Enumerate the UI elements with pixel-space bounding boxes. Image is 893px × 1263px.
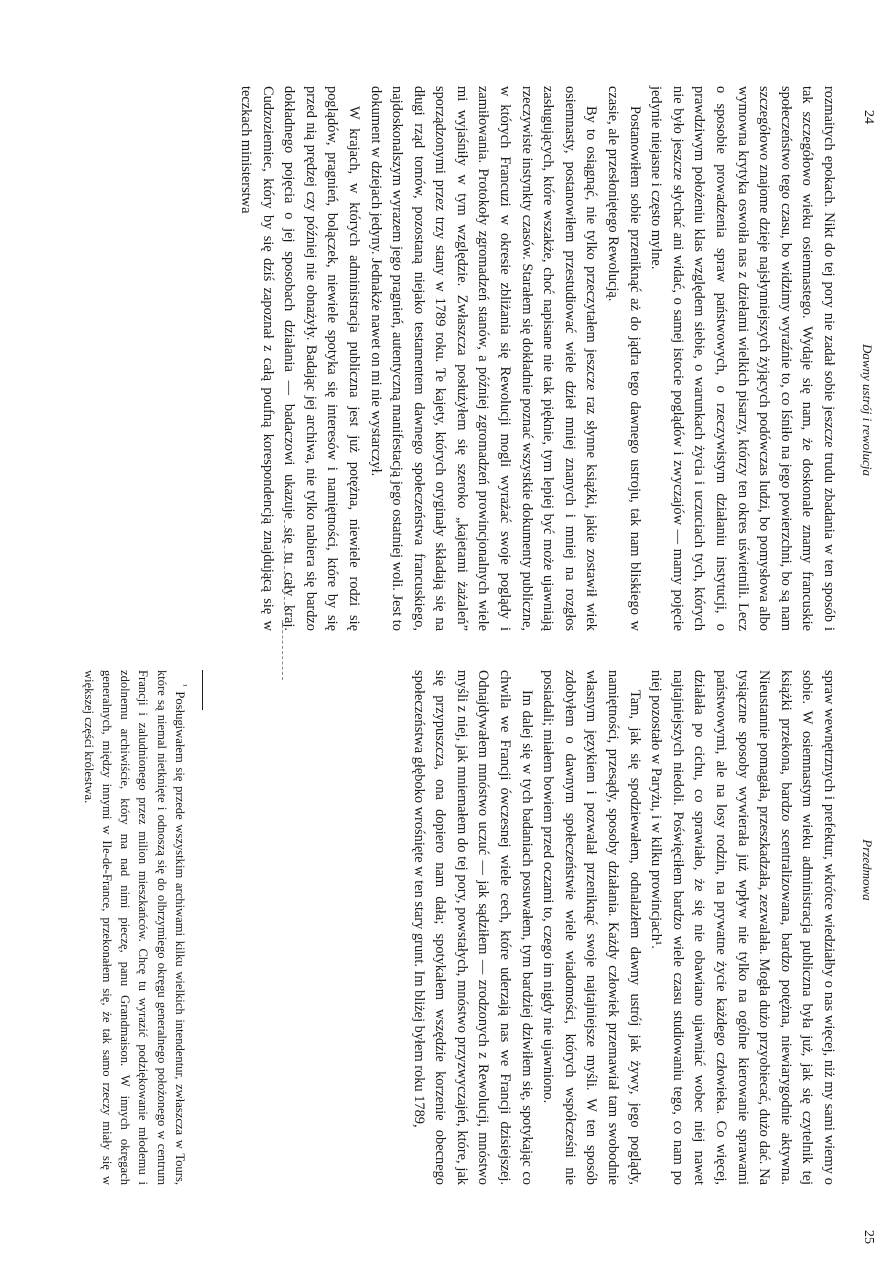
paragraph: spraw wewnętrznych i prefektur, wkrótce wiedziałby o nas więcej, niż my sami wiemy o sobie. W osiemnastym wieku administracja publiczna była już, jak się czytelnik tej książki przekona, bardzo scentralizowana, bardzo potężna, niewiarygodnie aktywna. Nieustannie pomagała, przeszkadzała, zezwalała. Mogła dużo przyobiecać, dużo dać. Na tysiączne sposoby wywierała już wpływ nie tylko na ogólne kierowanie sprawami państwowymi, ale na losy rodzin, na prywatne życie każdego człowieka. Co więcej, działała po cichu, co sprawiało, że się nie obawiano ujawniać wobec niej nawet najtajniejszych niedoli. Poświęciłem bardzo wiele czasu studiowaniu tego, co nam po niej pozostało w Paryżu, i w kilku prowincjach¹. (648, 670, 837, 1185)
footnote-marker: ¹ (179, 684, 189, 687)
footnote-text: Posługiwałem się przede wszystkim archiwami kilku wielkich intendentur, zwłaszcza w Tours, które są niemal nietknięte i odnoszą się do olbrzymiego okręgu generalnego położonego w centrum Francji i zaludnionego przez milion mieszkańców. Chcę tu wyrazić podziękowanie młodemu i zdolnemu archiwiście, który ma nad nimi pieczę, panu Grandmaison. W innych okręgach generalnych, między innymi w Ile-de-France, przekonałem się, że tak samo rzeczy miały się w większej części królestwa. (81, 670, 187, 1185)
footnote (80, 670, 193, 1185)
paragraph: Tam, jak się spodziewałem, odnalazłem dawny ustrój jak żywy, jego poglądy, namiętności, przesądy, sposoby działania. Każdy człowiek przemawiał tam swobodnie własnym językiem i pozwalał przeniknąć swoje najtajniejsze myśli. W ten sposób zdobyłem o dawnym społeczeństwie wiele wiadomości, których współcześni nie posiadali; miałem bowiem przed oczami to, czego im nigdy nie ujawniono. (540, 670, 643, 1185)
footnote-divider (202, 670, 203, 710)
left-page (0, 0, 893, 630)
paragraph: Postanowiłem sobie przeniknąć aż do jądra tego dawnego ustroju, tak nam bliskiego w czasie, ale przesłoniętego Rewolucją. (605, 86, 643, 631)
running-head: Dawny ustrój i rewolucja (860, 343, 875, 477)
paragraph: By to osiągnąć, nie tylko przeczytałem jeszcze raz słynne książki, jakie zostawił wiek osiemnasty, postanowiłem przestudiować wiele dzieł mniej znanych i mniej na rozgłos zasługujących, które wszakże, choć napisane nie tak pięknie, tym lepiej być może ujawniają rzeczywiste instynkty czasów. Starałem się dokładnie poznać wszystkie dokumenty publiczne, w których Francuzi w okresie zbliżania się Rewolucji mogli wyrażać swoje poglądy i zamiłowania. Protokoły zgromadzeń stanów, a później zgromadzeń prowincjonalnych wiele mi wyjaśniły w tym względzie. Zwłaszcza posłużyłem się szeroko „kajetami żażaleń” sporządzonymi przez trzy stany w 1789 roku. Te kajety, których oryginały składają się na długi rząd tomów, pozostaną niejako testamentem dawnego społeczeństwa francuskiego, najdoskonalszym wyrazem jego pragnień, autentyczną manifestacją jego ostatniej woli. Jest to dokument w dziejach jedyny. Jednakże nawet on mi nie wystarczył. (367, 86, 600, 631)
paragraph: W krajach, w których administracja publiczna jest już potężna, niewiele rodzi się poglądów, pragnień, bolączek, niewiele spotyka się interesów i namiętności, które by się przed nią prędzej czy później nie obnażyły. Badając jej archiwa, nie tylko nabiera się bardzo dokładnego pojęcia o jej sposobach działania — badaczowi ukazuje się tu cały kraj. Cudzoziemiec, który by się dziś zapoznał z całą poufną korespondencją znajdującą się w teczkach ministerstwa (237, 86, 362, 631)
page-number: 24 (861, 110, 876, 124)
body-text (234, 86, 839, 631)
body-text (407, 670, 839, 1185)
paragraph: Im dalej się w tych badaniach posuwałem, tym bardziej dziwiłem się, spotykając co chwila we Francji ówczesnej wiele cech, które uderzają nas we Francji dzisiejszej. Odnajdywałem mnóstwo uczuć — jak sądziłem — zrodzonych z Rewolucji, mnóstwo myśli z niej, jak mniemałem do tej pory, powstałych, mnóstwo przyzwyczajeń, które, jak się przypuszcza, ona dopiero nam dała; spotykałem wszędzie korzenie obecnego społeczeństwa głęboko wrośnięte w ten stary grunt. Im bliżej byłem roku 1789, (410, 670, 535, 1185)
page-number: 25 (861, 1230, 876, 1244)
paragraph: rozmaitych epokach. Nikt do tej pory nie zadał sobie jeszcze trudu zbadania w ten sposób i tak szczegółowo wieku osiemnastego. Wydaje się nam, że doskonale znamy francuskie społeczeństwo tego czasu, bo widzimy wyraźnie to, co lśniło na jego powierzchni, bo są nam szczegółowo znajome dzieje najsłynniejszych żyjących podówczas ludzi, bo pomysłowa albo wymowna krytyka oswoiła nas z dziełami wielkich pisarzy, którzy ten okres uświetnili. Lecz o sposobie prowadzenia spraw państwowych, o rzeczywistym działaniu instytucji, o prawdziwym położeniu klas względem siebie, o warunkach życia i uczuciach tych, których nie było jeszcze słychać ani widać, o samej istocie poglądów i zwyczajów — mamy pojęcie jedynie niejasne i często mylne. (648, 86, 837, 631)
right-page (0, 640, 893, 1263)
running-head: Przedmowa (860, 839, 875, 901)
scan-artifact (284, 520, 285, 610)
